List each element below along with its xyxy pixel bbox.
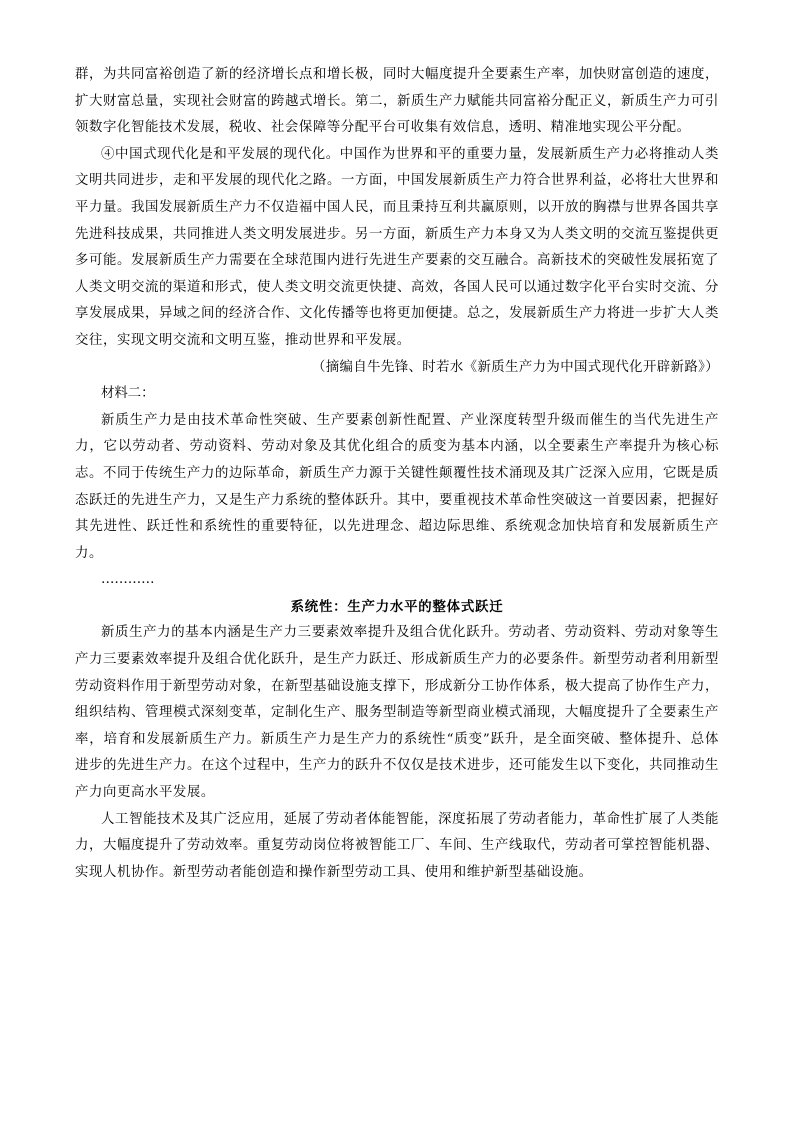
paragraph-systemic-leap: 新质生产力的基本内涵是生产力三要素效率提升及组合优化跃升。劳动者、劳动资料、劳动对象等生产力三要素效率提升及组合优化跃升，是生产力跃迁、形成新质生产力的必要条件。新型劳动者利用新型劳动资料作用于新型劳动对象，在新型基础设施支撑下，形成新分工协作体系，极大提高了协作生产力，组织结构、管理模式深刻变革，定制化生产、服务型制造等新型商业模式涌现，大幅度提升了全要素生产率，培育和发展新质生产力。新质生产力是生产力的系统性“质变”跃升，是全面突破、整体提升、总体进步的先进生产力。在这个过程中，生产力的跃升不仅仅是技术进步，还可能发生以下变化，共同推动生产力向更高水平发展。 xyxy=(75,625,719,801)
paragraph-continuation: 群，为共同富裕创造了新的经济增长点和增长极，同时大幅度提升全要素生产率，加快财富创造的速度，扩大财富总量，实现社会财富的跨越式增长。第二，新质生产力赋能共同富裕分配正义，新质生产力可引领数字化智能技术发展，税收、社会保障等分配平台可收集有效信息，透明、精准地实现公平分配。 xyxy=(75,67,719,136)
paragraph-new-productivity-definition: 新质生产力是由技术革命性突破、生产要素创新性配置、产业深度转型升级而催生的当代先进生产力，它以劳动者、劳动资料、劳动对象及其优化组合的质变为基本内涵，以全要素生产率提升为核心标志。不同于传统生产力的边际革命，新质生产力源于关键性颠覆性技术涌现及其广泛深入应用，它既是质态跃迁的先进生产力，又是生产力系统的整体跃升。其中，要重视技术革命性突破这一首要因素，把握好其先进性、跃迁性和系统性的重要特征，以先进理念、超边际思维、系统观念加快培育和发展新质生产力。 xyxy=(75,412,719,561)
material-two-label: 材料二： xyxy=(101,386,155,402)
omission-ellipsis: ………… xyxy=(101,572,155,588)
paragraph-ai-application: 人工智能技术及其广泛应用，延展了劳动者体能智能，深度拓展了劳动者能力，革命性扩展了人类能力，大幅度提升了劳动效率。重复劳动岗位将被智能工厂、车间、生产线取代，劳动者可掌控智能机器、实现人机协作。新型劳动者能创造和操作新型劳动工具、使用和维护新型基础设施。 xyxy=(75,811,719,880)
document-page xyxy=(75,62,719,886)
source-citation: （摘编自牛先锋、时若水《新质生产力为中国式现代化开辟新路》） xyxy=(311,359,719,375)
section-heading: 系统性：生产力水平的整体式跃迁 xyxy=(290,598,504,615)
paragraph-peaceful-development: ④中国式现代化是和平发展的现代化。中国作为世界和平的重要力量，发展新质生产力必将推动人类文明共同进步，走和平发展的现代化之路。一方面，中国发展新质生产力符合世界利益，必将壮大世界和平力量。我国发展新质生产力不仅造福中国人民，而且秉持互利共赢原则，以开放的胸襟与世界各国共享先进科技成果，共同推进人类文明发展进步。另一方面，新质生产力本身又为人类文明的交流互鉴提供更多可能。发展新质生产力需要在全球范围内进行先进生产要素的交互融合。高新技术的突破性发展拓宽了人类文明交流的渠道和形式，使人类文明交流更快捷、高效，各国人民可以通过数字化平台实时交流、分享发展成果，异域之间的经济合作、文化传播等也将更加便捷。总之，发展新质生产力将进一步扩大人类交往，实现文明交流和文明互鉴，推动世界和平发展。 xyxy=(75,146,719,348)
